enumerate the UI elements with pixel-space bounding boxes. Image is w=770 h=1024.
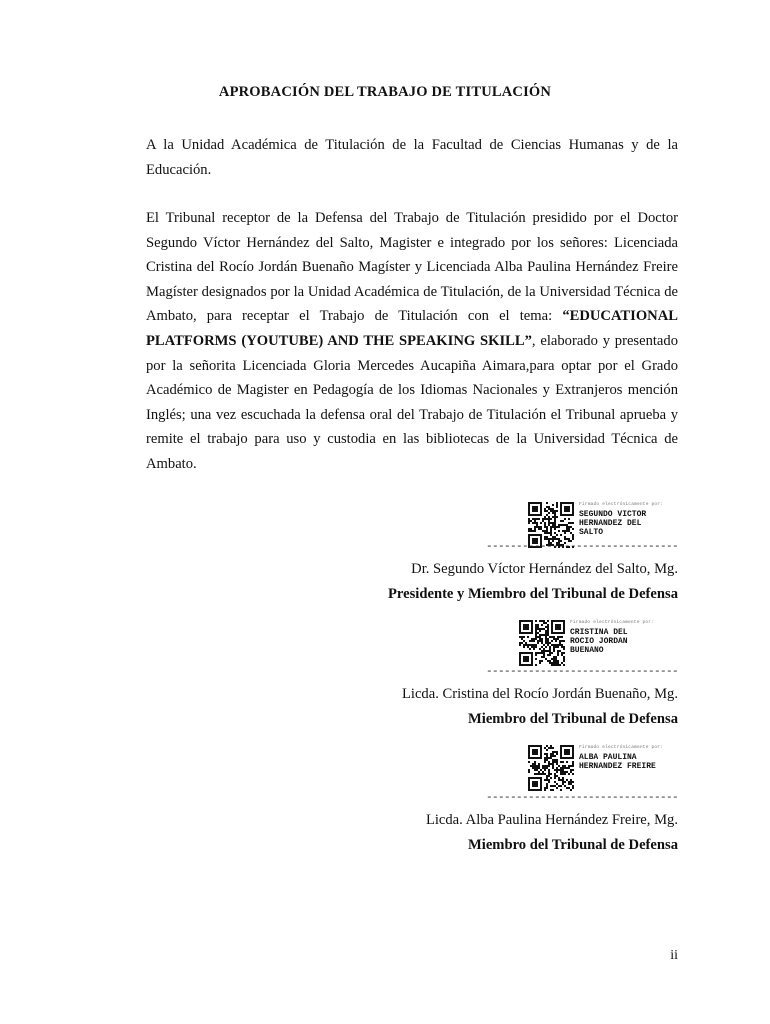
signature-block-member-1 — [402, 666, 678, 728]
body-paragraph — [146, 206, 678, 477]
qr-code-icon — [528, 745, 574, 791]
esign-signer: CRISTINA DEL ROCIO JORDAN BUENANO — [570, 628, 628, 655]
esign-signer: ALBA PAULINA HERNANDEZ FREIRE — [579, 753, 656, 771]
signature-block-president — [388, 541, 678, 603]
page-title: APROBACIÓN DEL TRABAJO DE TITULACIÓN — [218, 84, 552, 100]
addressee-paragraph: A la Unidad Académica de Titulación de la Facultad de Ciencias Humanas y de la Educación. — [146, 137, 678, 178]
signer-role: Miembro del Tribunal de Defensa — [468, 837, 678, 853]
electronic-signature-text — [579, 745, 665, 771]
esign-caption: Firmado electrónicamente por: — [579, 502, 664, 507]
electronic-signature-stamp — [519, 620, 656, 666]
signer-name: Licda. Alba Paulina Hernández Freire, Mg. — [425, 812, 678, 828]
body-text-part1: El Tribunal receptor de la Defensa del Trabajo de Titulación presidido por el Doctor Segundo Víctor Hernández del Salto, Magister e integrado por los señores: Licenciada Cristina del Rocío Jordán Buenaño Magíster y Licenciada Alba Paulina Hernández Freire Magíster designados por la Unidad Académica de Titulación, de la Universidad Técnica de Ambato, para receptar el Trabajo de Titulación con el tema: — [146, 210, 678, 325]
signer-name: Licda. Cristina del Rocío Jordán Buenaño, Mg. — [401, 686, 678, 702]
signature-line: -------------------------------- — [485, 792, 678, 804]
signer-name: Dr. Segundo Víctor Hernández del Salto, Mg. — [411, 561, 678, 577]
electronic-signature-text — [579, 502, 665, 537]
signature-block-member-2 — [426, 792, 678, 854]
electronic-signature-text — [570, 620, 656, 655]
esign-caption: Firmado electrónicamente por: — [570, 620, 655, 625]
signature-line: -------------------------------- — [485, 666, 678, 678]
esign-signer: SEGUNDO VICTOR HERNANDEZ DEL SALTO — [579, 510, 647, 537]
signature-line: -------------------------------- — [485, 541, 678, 553]
electronic-signature-stamp — [528, 745, 665, 791]
signer-role: Miembro del Tribunal de Defensa — [468, 711, 678, 727]
page-number: ii — [670, 948, 678, 963]
thesis-title: “EDUCATIONAL PLATFORMS (YOUTUBE) AND THE SPEAKING SKILL” — [146, 308, 678, 349]
body-text-part2: , elaborado y presentado por la señorita Licenciada Gloria Mercedes Aucapiña Aimara,para optar por el Grado Académico de Magister en Pedagogía de los Idiomas Nacionales y Extranjeros mención Inglés; una vez escuchada la defensa oral del Trabajo de Titulación el Tribunal aprueba y remite el trabajo para uso y custodia en las bibliotecas de la Universidad Técnica de Ambato. — [146, 332, 679, 472]
qr-code-icon — [519, 620, 565, 666]
esign-caption: Firmado electrónicamente por: — [579, 745, 664, 750]
signer-role: Presidente y Miembro del Tribunal de Defensa — [388, 586, 678, 602]
